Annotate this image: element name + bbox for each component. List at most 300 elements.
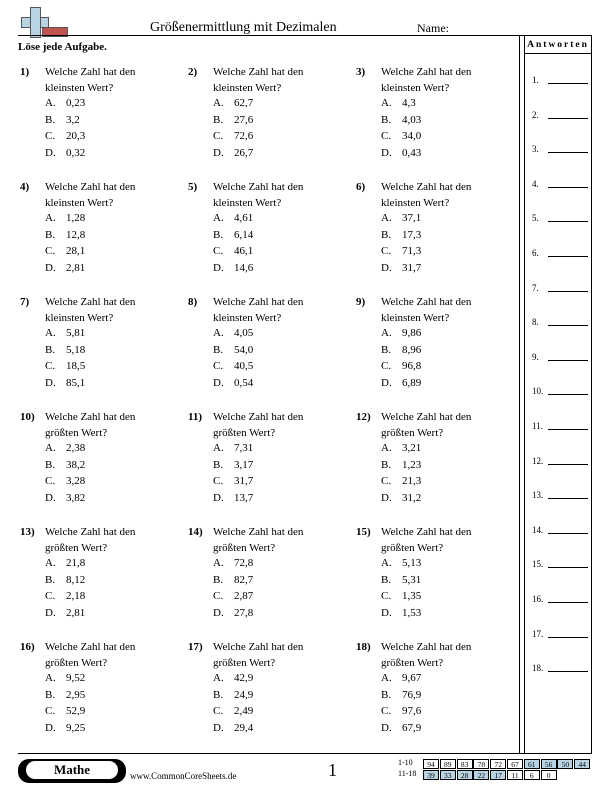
answer-blank[interactable] <box>548 533 588 534</box>
answer-option[interactable] <box>381 720 421 736</box>
question-number: 11) <box>188 411 203 423</box>
answer-line[interactable] <box>532 110 592 120</box>
answer-option[interactable] <box>45 210 85 226</box>
site-url: www.CommonCoreSheets.de <box>130 771 237 781</box>
name-label: Name: <box>417 21 449 35</box>
answer-line[interactable] <box>532 213 592 223</box>
option-letter: B. <box>381 343 392 356</box>
question-number: 13) <box>20 526 35 538</box>
answer-option[interactable] <box>45 687 85 703</box>
answer-option[interactable] <box>45 703 85 719</box>
option-value: 0,43 <box>402 146 422 159</box>
option-letter: D. <box>213 491 224 504</box>
header-divider <box>18 35 592 36</box>
answer-option[interactable] <box>381 555 421 571</box>
option-value: 4,61 <box>234 212 254 224</box>
option-letter: C. <box>381 360 392 372</box>
answers-header: Antworten <box>527 40 589 50</box>
answers-header-underline <box>525 53 591 54</box>
option-letter: B. <box>381 113 392 126</box>
option-letter: B. <box>381 458 392 471</box>
answer-blank[interactable] <box>548 221 588 222</box>
answer-blank[interactable] <box>548 671 588 672</box>
answer-option[interactable] <box>381 440 421 456</box>
option-value: 9,86 <box>402 327 422 339</box>
answer-option[interactable] <box>381 325 421 341</box>
answer-option[interactable] <box>213 358 253 374</box>
answer-option[interactable] <box>381 473 421 489</box>
answer-option[interactable] <box>213 457 253 473</box>
question-text: Welche Zahl hat den größten Wert? <box>45 641 136 669</box>
option-letter: C. <box>213 360 224 372</box>
option-letter: C. <box>381 590 392 602</box>
answer-option[interactable] <box>213 473 253 489</box>
answer-option[interactable] <box>381 457 421 473</box>
option-letter: D. <box>381 606 392 619</box>
option-value: 96,8 <box>402 360 422 372</box>
answer-option[interactable] <box>381 95 416 111</box>
answer-line[interactable] <box>532 283 592 293</box>
answer-option[interactable] <box>45 260 85 276</box>
option-value: 37,1 <box>402 212 422 224</box>
answer-column-border-inner <box>524 35 525 753</box>
question-number: 6) <box>356 181 366 193</box>
score-cell: 39 <box>423 770 439 780</box>
answer-option[interactable] <box>381 128 421 144</box>
score-cell: 67 <box>507 759 523 769</box>
option-letter: B. <box>45 458 56 471</box>
page-number: 1 <box>328 760 337 780</box>
question-number: 2) <box>188 66 198 78</box>
score-cell: 50 <box>557 759 573 769</box>
option-letter: B. <box>381 688 392 701</box>
answer-option[interactable] <box>381 227 421 243</box>
answer-line[interactable] <box>532 386 592 396</box>
option-value: 76,9 <box>402 688 422 701</box>
question-text: Welche Zahl hat den größten Wert? <box>381 411 472 439</box>
answer-option[interactable] <box>45 605 85 621</box>
score-cell: 6 <box>524 770 540 780</box>
option-letter: A. <box>213 97 224 109</box>
answer-option[interactable] <box>213 572 253 588</box>
option-letter: B. <box>45 573 56 586</box>
question-number: 12) <box>356 411 371 423</box>
answer-blank[interactable] <box>548 602 588 603</box>
answer-option[interactable] <box>213 703 253 719</box>
answer-line-label: 17. <box>532 628 544 639</box>
answer-option[interactable] <box>381 670 421 686</box>
option-value: 2,95 <box>66 688 86 701</box>
answer-blank[interactable] <box>548 394 588 395</box>
option-value: 7,31 <box>234 442 254 454</box>
option-value: 3,28 <box>66 475 86 487</box>
answer-line[interactable] <box>532 490 592 500</box>
option-letter: D. <box>213 606 224 619</box>
question-number: 14) <box>188 526 203 538</box>
score-cell: 44 <box>574 759 590 769</box>
answer-option[interactable] <box>213 260 253 276</box>
option-value: 8,96 <box>402 343 422 356</box>
answer-line[interactable] <box>532 629 592 639</box>
option-letter: A. <box>213 672 224 684</box>
option-letter: A. <box>381 97 392 109</box>
answer-option[interactable] <box>45 227 85 243</box>
answer-line-label: 7. <box>532 282 539 293</box>
option-value: 2,49 <box>234 705 254 717</box>
option-letter: D. <box>45 146 56 159</box>
answer-option[interactable] <box>213 440 253 456</box>
option-value: 12,8 <box>66 228 86 241</box>
score-cell: 56 <box>541 759 557 769</box>
option-letter: D. <box>213 721 224 734</box>
answer-option[interactable] <box>213 128 253 144</box>
answer-option[interactable] <box>381 112 421 128</box>
answer-option[interactable] <box>45 375 85 391</box>
answer-option[interactable] <box>213 720 253 736</box>
answer-option[interactable] <box>213 227 253 243</box>
answer-option[interactable] <box>381 588 421 604</box>
logo <box>18 4 68 38</box>
option-letter: D. <box>381 376 392 389</box>
score-cell: 78 <box>473 759 489 769</box>
question-number: 7) <box>20 296 30 308</box>
option-value: 1,28 <box>66 212 86 224</box>
question-number: 10) <box>20 411 35 423</box>
option-letter: B. <box>45 113 56 126</box>
option-value: 5,18 <box>66 343 86 356</box>
score-cell: 11 <box>507 770 523 780</box>
answer-blank[interactable] <box>548 291 588 292</box>
question-number: 15) <box>356 526 371 538</box>
option-value: 46,1 <box>234 245 254 257</box>
answer-blank[interactable] <box>548 152 588 153</box>
option-letter: D. <box>45 261 56 274</box>
option-letter: A. <box>45 442 56 454</box>
answer-line[interactable] <box>532 525 592 535</box>
answer-column-border <box>519 35 520 753</box>
question-number: 4) <box>20 181 30 193</box>
option-letter: C. <box>45 130 56 142</box>
answer-option[interactable] <box>45 473 85 489</box>
answer-line-label: 12. <box>532 455 544 466</box>
answer-option[interactable] <box>381 243 421 259</box>
answer-blank[interactable] <box>548 637 588 638</box>
answer-option[interactable] <box>381 605 421 621</box>
question-number: 3) <box>356 66 366 78</box>
answer-option[interactable] <box>45 555 85 571</box>
option-value: 21,3 <box>402 475 422 487</box>
answer-option[interactable] <box>213 95 253 111</box>
question-text: Welche Zahl hat den kleinsten Wert? <box>213 296 304 324</box>
answer-option[interactable] <box>45 670 85 686</box>
answer-line-label: 9. <box>532 351 539 362</box>
option-value: 1,53 <box>402 606 422 619</box>
option-letter: C. <box>213 475 224 487</box>
option-value: 13,7 <box>234 491 254 504</box>
option-letter: D. <box>381 721 392 734</box>
answer-blank[interactable] <box>548 325 588 326</box>
option-value: 27,8 <box>234 606 254 619</box>
question-number: 18) <box>356 641 371 653</box>
page-title: Größenermittlung mit Dezimalen <box>150 20 337 35</box>
answer-line[interactable] <box>532 456 592 466</box>
answer-line[interactable] <box>532 663 592 673</box>
answer-line-label: 3. <box>532 144 539 155</box>
answer-blank[interactable] <box>548 567 588 568</box>
option-value: 4,03 <box>402 113 422 126</box>
option-letter: C. <box>213 130 224 142</box>
answer-line-label: 14. <box>532 524 544 535</box>
answer-line-label: 10. <box>532 386 544 397</box>
option-value: 14,6 <box>234 261 254 274</box>
answer-line[interactable] <box>532 144 592 154</box>
option-letter: A. <box>45 327 56 339</box>
option-letter: C. <box>45 475 56 487</box>
option-letter: A. <box>45 672 56 684</box>
answer-option[interactable] <box>45 457 85 473</box>
score-cell: 33 <box>440 770 456 780</box>
answer-line[interactable] <box>532 75 592 85</box>
answer-line[interactable] <box>532 421 592 431</box>
answer-option[interactable] <box>381 687 421 703</box>
subject-badge: Mathe <box>26 761 118 779</box>
answer-blank[interactable] <box>548 360 588 361</box>
option-value: 6,89 <box>402 376 422 389</box>
option-value: 3,21 <box>402 442 422 454</box>
answer-blank[interactable] <box>548 464 588 465</box>
option-letter: D. <box>45 491 56 504</box>
option-letter: D. <box>45 721 56 734</box>
answer-option[interactable] <box>45 112 80 128</box>
answer-option[interactable] <box>381 572 421 588</box>
score-cell: 0 <box>541 770 557 780</box>
answer-line-label: 1. <box>532 75 539 85</box>
option-value: 4,3 <box>402 97 416 109</box>
option-letter: A. <box>213 212 224 224</box>
answer-option[interactable] <box>213 210 253 226</box>
answer-option[interactable] <box>45 325 85 341</box>
question-number: 17) <box>188 641 203 653</box>
option-letter: B. <box>45 688 56 701</box>
answer-option[interactable] <box>381 358 421 374</box>
option-letter: A. <box>381 212 392 224</box>
score-row-label: 1-10 <box>398 758 413 767</box>
question-number: 1) <box>20 66 30 78</box>
option-value: 3,82 <box>66 491 86 504</box>
answer-option[interactable] <box>45 128 85 144</box>
question-text: Welche Zahl hat den kleinsten Wert? <box>213 181 304 209</box>
option-value: 20,3 <box>66 130 86 142</box>
answer-option[interactable] <box>381 342 421 358</box>
option-letter: A. <box>213 327 224 339</box>
option-letter: A. <box>45 212 56 224</box>
answer-option[interactable] <box>381 375 421 391</box>
option-letter: D. <box>213 146 224 159</box>
question-text: Welche Zahl hat den größten Wert? <box>45 526 136 554</box>
option-value: 31,7 <box>234 475 254 487</box>
option-letter: D. <box>213 261 224 274</box>
option-value: 85,1 <box>66 376 86 389</box>
option-value: 31,2 <box>402 491 422 504</box>
answer-line[interactable] <box>532 179 592 189</box>
answer-option[interactable] <box>213 375 253 391</box>
option-value: 9,52 <box>66 672 86 684</box>
score-row-label: 11-18 <box>398 769 417 778</box>
score-cell: 17 <box>490 770 506 780</box>
answer-blank[interactable] <box>548 187 588 188</box>
option-letter: C. <box>45 705 56 717</box>
question-text: Welche Zahl hat den kleinsten Wert? <box>45 66 136 94</box>
option-value: 5,13 <box>402 557 422 569</box>
answer-line[interactable] <box>532 352 592 362</box>
answer-line-label: 15. <box>532 559 544 570</box>
option-value: 38,2 <box>66 458 86 471</box>
option-letter: A. <box>381 327 392 339</box>
option-value: 67,9 <box>402 721 422 734</box>
question-number: 5) <box>188 181 198 193</box>
answer-blank[interactable] <box>548 256 588 257</box>
answer-option[interactable] <box>45 243 85 259</box>
answer-option[interactable] <box>45 588 85 604</box>
answer-line-label: 4. <box>532 178 539 189</box>
option-letter: D. <box>381 491 392 504</box>
question-text: Welche Zahl hat den größten Wert? <box>213 641 304 669</box>
answer-option[interactable] <box>213 325 253 341</box>
option-value: 0,32 <box>66 146 86 159</box>
option-letter: B. <box>381 228 392 241</box>
answer-line[interactable] <box>532 559 592 569</box>
question-number: 9) <box>356 296 366 308</box>
question-text: Welche Zahl hat den kleinsten Wert? <box>381 181 472 209</box>
option-letter: B. <box>213 113 224 126</box>
answer-option[interactable] <box>213 243 253 259</box>
answer-option[interactable] <box>213 490 253 506</box>
answer-line-label: 5. <box>532 213 539 224</box>
score-cell: 61 <box>524 759 540 769</box>
option-letter: C. <box>213 590 224 602</box>
option-letter: B. <box>381 573 392 586</box>
answer-option[interactable] <box>213 342 253 358</box>
score-cell: 28 <box>457 770 473 780</box>
option-letter: A. <box>381 672 392 684</box>
option-letter: C. <box>213 245 224 257</box>
answer-option[interactable] <box>213 687 253 703</box>
option-value: 4,05 <box>234 327 254 339</box>
option-value: 27,6 <box>234 113 254 126</box>
option-letter: C. <box>381 475 392 487</box>
option-value: 40,5 <box>234 360 254 372</box>
option-value: 21,8 <box>66 557 86 569</box>
option-value: 2,81 <box>66 606 86 619</box>
option-value: 29,4 <box>234 721 254 734</box>
option-value: 5,81 <box>66 327 86 339</box>
answer-blank[interactable] <box>548 118 588 119</box>
option-value: 0,23 <box>66 97 86 109</box>
question-text: Welche Zahl hat den größten Wert? <box>213 411 304 439</box>
answer-blank[interactable] <box>548 429 588 430</box>
answer-option[interactable] <box>213 112 253 128</box>
answer-option[interactable] <box>45 490 85 506</box>
option-letter: C. <box>381 245 392 257</box>
answer-option[interactable] <box>213 605 253 621</box>
answer-option[interactable] <box>213 670 253 686</box>
score-cell: 83 <box>457 759 473 769</box>
option-value: 3,2 <box>66 113 80 126</box>
option-letter: B. <box>213 343 224 356</box>
option-letter: A. <box>381 557 392 569</box>
answer-option[interactable] <box>45 572 85 588</box>
option-letter: C. <box>381 705 392 717</box>
answer-blank[interactable] <box>548 498 588 499</box>
option-value: 6,14 <box>234 228 254 241</box>
option-value: 72,8 <box>234 557 254 569</box>
option-value: 62,7 <box>234 97 254 109</box>
option-letter: D. <box>45 606 56 619</box>
answer-blank[interactable] <box>548 83 588 84</box>
answer-option[interactable] <box>381 145 421 161</box>
option-value: 5,31 <box>402 573 422 586</box>
question-text: Welche Zahl hat den kleinsten Wert? <box>381 66 472 94</box>
option-value: 2,18 <box>66 590 86 602</box>
answer-option[interactable] <box>45 358 85 374</box>
option-letter: B. <box>213 688 224 701</box>
option-value: 97,6 <box>402 705 422 717</box>
answer-line[interactable] <box>532 594 592 604</box>
option-value: 2,38 <box>66 442 86 454</box>
answer-line-label: 11. <box>532 421 543 431</box>
option-value: 0,54 <box>234 376 254 389</box>
option-letter: C. <box>213 705 224 717</box>
answer-option[interactable] <box>45 342 85 358</box>
answer-option[interactable] <box>381 490 421 506</box>
answer-option[interactable] <box>213 588 253 604</box>
score-cell: 72 <box>490 759 506 769</box>
option-letter: B. <box>213 458 224 471</box>
answer-option[interactable] <box>213 145 253 161</box>
answer-line-label: 18. <box>532 663 544 674</box>
question-text: Welche Zahl hat den größten Wert? <box>381 641 472 669</box>
question-text: Welche Zahl hat den kleinsten Wert? <box>381 296 472 324</box>
question-text: Welche Zahl hat den größten Wert? <box>213 526 304 554</box>
option-letter: B. <box>213 228 224 241</box>
answer-option[interactable] <box>45 720 85 736</box>
option-value: 18,5 <box>66 360 86 372</box>
option-value: 1,23 <box>402 458 422 471</box>
answer-option[interactable] <box>213 555 253 571</box>
answer-option[interactable] <box>45 95 85 111</box>
question-text: Welche Zahl hat den größten Wert? <box>45 411 136 439</box>
answer-option[interactable] <box>381 260 421 276</box>
option-letter: D. <box>45 376 56 389</box>
answer-option[interactable] <box>381 210 421 226</box>
answer-line-label: 13. <box>532 490 544 501</box>
answer-option[interactable] <box>381 703 421 719</box>
option-letter: A. <box>213 557 224 569</box>
answer-option[interactable] <box>45 440 85 456</box>
option-value: 17,3 <box>402 228 422 241</box>
score-cell: 22 <box>473 770 489 780</box>
answer-line[interactable] <box>532 248 592 258</box>
option-value: 42,9 <box>234 672 254 684</box>
option-value: 3,17 <box>234 458 254 471</box>
option-letter: C. <box>381 130 392 142</box>
option-letter: A. <box>45 557 56 569</box>
answer-option[interactable] <box>45 145 85 161</box>
answer-line[interactable] <box>532 317 592 327</box>
answer-line-label: 8. <box>532 317 539 328</box>
option-value: 54,0 <box>234 343 254 356</box>
option-value: 2,81 <box>66 261 86 274</box>
